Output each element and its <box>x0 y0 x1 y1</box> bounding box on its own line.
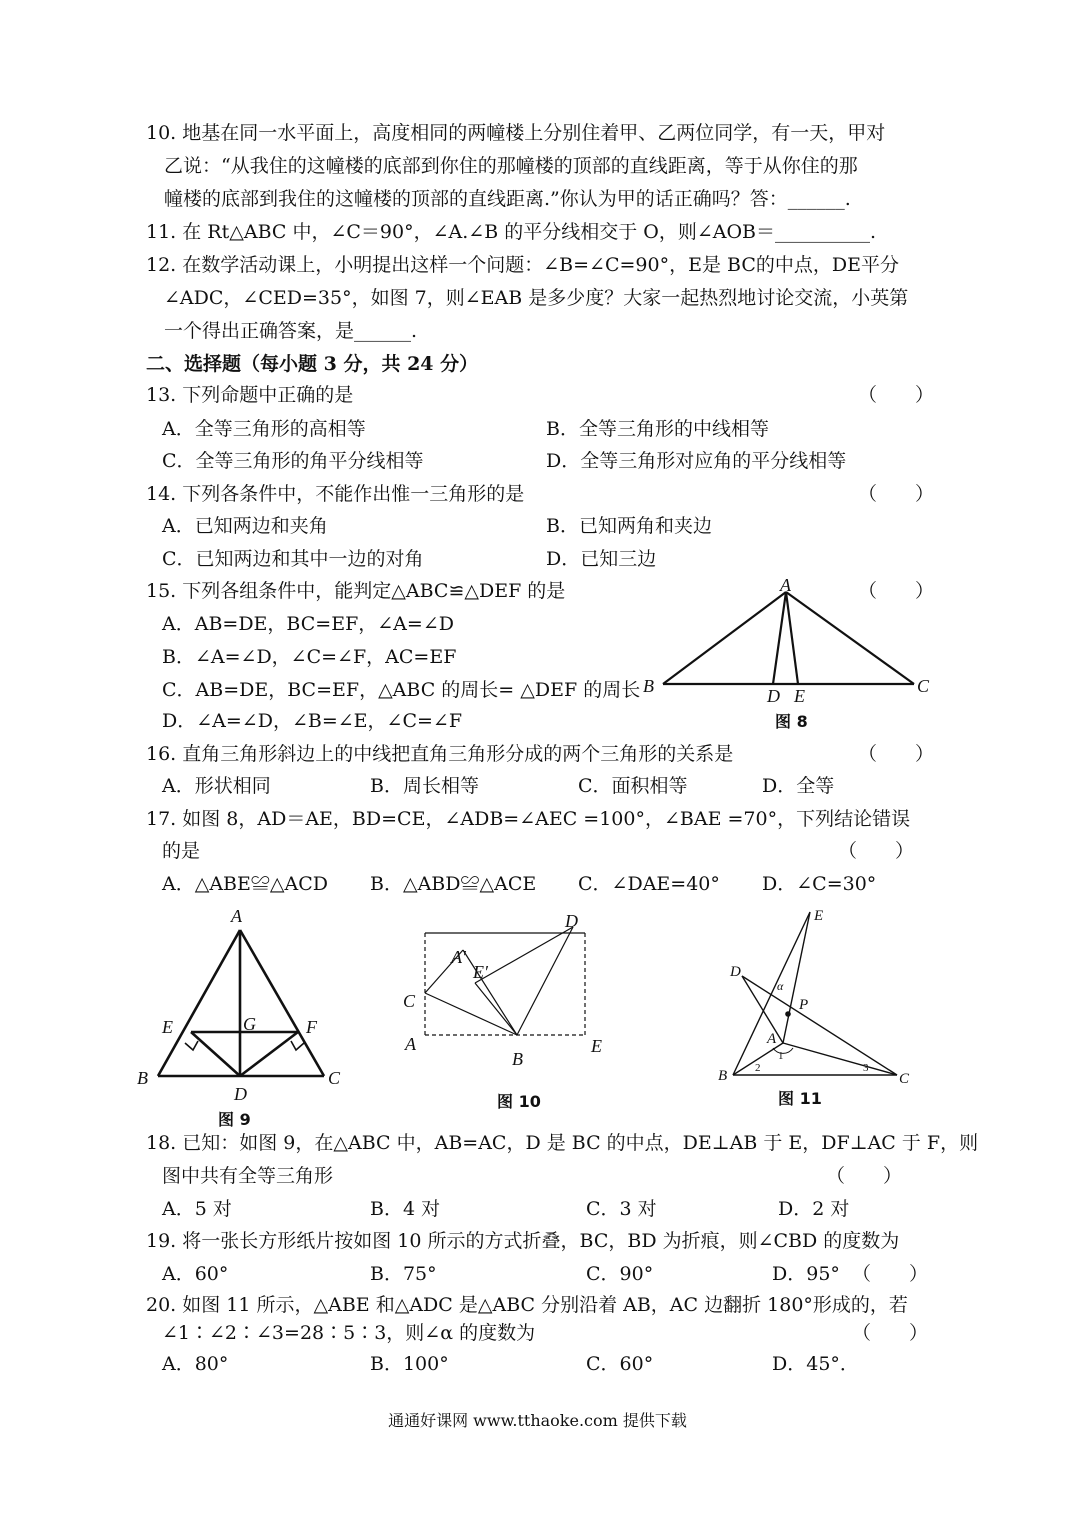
fig9-label-b: B <box>137 1068 148 1088</box>
q17-option-b: B．△ABD≌△ACE <box>370 873 537 895</box>
fig11-label-a: A <box>767 1031 777 1047</box>
q10-line-3: 幢楼的底部到我住的这幢楼的顶部的直线距离.”你认为甲的话正确吗？答：______. <box>164 188 851 210</box>
q17-option-c: C．∠DAE=40° <box>578 873 720 895</box>
q20-option-b: B．100° <box>370 1353 449 1375</box>
q20-line-2: ∠1∶∠2∶∠3=28∶5∶3，则∠α 的度数为 <box>162 1322 536 1344</box>
fig11-label-d: D <box>730 964 741 980</box>
fig9-label-a: A <box>231 906 242 926</box>
q17-answer-bracket: （ ） <box>838 840 915 862</box>
q17-line-1: 17. 如图 8，AD＝AE，BD=CE，∠ADB=∠AEC =100°，∠BAE =70°，下列结论错误 <box>146 808 911 830</box>
q14-stem: 14. 下列各条件中，不能作出惟一三角形的是 <box>146 483 525 505</box>
q18-answer-bracket: （ ） <box>826 1165 903 1187</box>
fig10-label-d: D <box>565 911 578 931</box>
q14-option-c: C．已知两边和其中一边的对角 <box>162 548 424 570</box>
q16-option-c: C．面积相等 <box>578 775 688 797</box>
fig11-label-alpha: α <box>777 979 784 993</box>
figure-9 <box>130 902 350 1104</box>
q10-line-1: 10. 地基在同一水平面上，高度相同的两幢楼上分别住着甲、乙两位同学，有一天，甲对 <box>146 122 886 144</box>
fig10-label-c: C <box>403 991 416 1011</box>
q20-line-1: 20. 如图 11 所示，△ABE 和△ADC 是△ABC 分别沿着 AB，AC 边翻折 180°形成的，若 <box>146 1294 908 1316</box>
q13-stem: 13. 下列命题中正确的是 <box>146 384 354 406</box>
fig11-angle-1: 1 <box>778 1050 784 1062</box>
figure-11 <box>715 900 925 1090</box>
q15-option-b: B．∠A=∠D，∠C=∠F，AC=EF <box>162 646 457 668</box>
q13-answer-bracket: （ ） <box>858 384 935 406</box>
fig9-label-f: F <box>306 1017 317 1037</box>
fig8-label-c: C <box>917 676 930 696</box>
q20-option-a: A．80° <box>162 1353 229 1375</box>
fig10-label-b: B <box>512 1049 523 1069</box>
q11-line-1: 11. 在 Rt△ABC 中，∠C＝90°，∠A.∠B 的平分线相交于 O，则∠AOB＝__________. <box>146 221 877 243</box>
q16-option-b: B．周长相等 <box>370 775 479 797</box>
q13-option-c: C．全等三角形的角平分线相等 <box>162 450 424 472</box>
fig9-label-c: C <box>328 1068 341 1088</box>
q20-option-d: D．45°． <box>772 1353 859 1375</box>
fig9-label-g: G <box>243 1014 256 1034</box>
q13-option-a: A．全等三角形的高相等 <box>162 418 366 440</box>
q12-line-3: 一个得出正确答案，是______. <box>164 320 418 342</box>
fig11-label-e: E <box>814 908 824 924</box>
q15-stem: 15. 下列各组条件中，能判定△ABC≌△DEF 的是 <box>146 580 566 602</box>
q17-line-2: 的是 <box>162 840 201 862</box>
q18-option-d: D．2 对 <box>778 1198 850 1220</box>
q20-answer-bracket: （ ） <box>852 1322 929 1344</box>
q18-option-c: C．3 对 <box>586 1198 657 1220</box>
section-heading: 二、选择题（每小题 3 分，共 24 分） <box>146 353 479 375</box>
q19-answer-bracket: （ ） <box>852 1263 929 1285</box>
q17-option-d: D．∠C=30° <box>762 873 877 895</box>
fig8-label-a: A <box>780 575 791 595</box>
q13-option-b: B．全等三角形的中线相等 <box>546 418 769 440</box>
q13-option-d: D．全等三角形对应角的平分线相等 <box>546 450 847 472</box>
q18-line-1: 18. 已知：如图 9，在△ABC 中，AB=AC，D 是 BC 的中点，DE⊥AB 于 E，DF⊥AC 于 F，则 <box>146 1132 979 1154</box>
q16-option-a: A．形状相同 <box>162 775 271 797</box>
q19-option-c: C．90° <box>586 1263 654 1285</box>
fig11-caption: 图 11 <box>778 1089 822 1108</box>
figure-10 <box>395 905 625 1070</box>
fig11-label-b: B <box>718 1068 728 1084</box>
q10-line-2: 乙说：“从我住的这幢楼的底部到你住的那幢楼的顶部的直线距离，等于从你住的那 <box>164 155 858 177</box>
q15-answer-bracket: （ ） <box>858 580 935 602</box>
fig8-caption: 图 8 <box>775 712 808 731</box>
page-footer: 通通好课网 www.tthaoke.com 提供下载 <box>388 1411 687 1430</box>
q12-line-1: 12. 在数学活动课上，小明提出这样一个问题：∠B=∠C=90°，E是 BC的中点，DE平分 <box>146 254 899 276</box>
q19-option-b: B．75° <box>370 1263 437 1285</box>
q18-option-a: A．5 对 <box>162 1198 232 1220</box>
q15-option-c: C．AB=DE，BC=EF，△ABC 的周长= △DEF 的周长 <box>162 679 641 701</box>
fig8-label-b: B <box>643 676 654 696</box>
q15-option-a: A．AB=DE，BC=EF，∠A=∠D <box>162 613 454 635</box>
fig10-label-e-prime: E′ <box>473 962 488 982</box>
q20-option-c: C．60° <box>586 1353 654 1375</box>
q16-stem: 16. 直角三角形斜边上的中线把直角三角形分成的两个三角形的关系是 <box>146 743 734 765</box>
figure-8 <box>635 575 935 706</box>
fig8-label-e: E <box>794 686 805 706</box>
q16-answer-bracket: （ ） <box>858 743 935 765</box>
q19-option-d: D．95° <box>772 1263 840 1285</box>
fig9-caption: 图 9 <box>218 1110 251 1129</box>
q19-line-1: 19. 将一张长方形纸片按如图 10 所示的方式折叠，BC，BD 为折痕，则∠CBD 的度数为 <box>146 1230 900 1252</box>
fig9-label-d: D <box>234 1084 247 1104</box>
q18-option-b: B．4 对 <box>370 1198 441 1220</box>
q14-option-a: A．已知两边和夹角 <box>162 515 328 537</box>
q19-option-a: A．60° <box>162 1263 229 1285</box>
q14-option-b: B．已知两角和夹边 <box>546 515 712 537</box>
fig10-caption: 图 10 <box>497 1092 541 1111</box>
q12-line-2: ∠ADC，∠CED=35°，如图 7，则∠EAB 是多少度？大家一起热烈地讨论交流，小英第 <box>164 287 909 309</box>
fig10-label-a: A <box>405 1034 416 1054</box>
fig9-label-e: E <box>162 1017 173 1037</box>
fig11-angle-3: 3 <box>863 1062 869 1074</box>
fig10-label-a-prime: A′ <box>451 947 466 967</box>
q17-option-a: A．△ABE≌△ACD <box>162 873 328 895</box>
fig11-angle-2: 2 <box>755 1062 761 1074</box>
q14-option-d: D．已知三边 <box>546 548 657 570</box>
q16-option-d: D．全等 <box>762 775 835 797</box>
fig8-label-d: D <box>767 686 780 706</box>
fig11-label-p: P <box>799 997 809 1013</box>
fig11-label-c: C <box>899 1071 910 1087</box>
q15-option-d: D．∠A=∠D，∠B=∠E，∠C=∠F <box>162 710 463 732</box>
q18-line-2: 图中共有全等三角形 <box>162 1165 334 1187</box>
fig10-label-e: E <box>591 1036 602 1056</box>
q14-answer-bracket: （ ） <box>858 483 935 505</box>
